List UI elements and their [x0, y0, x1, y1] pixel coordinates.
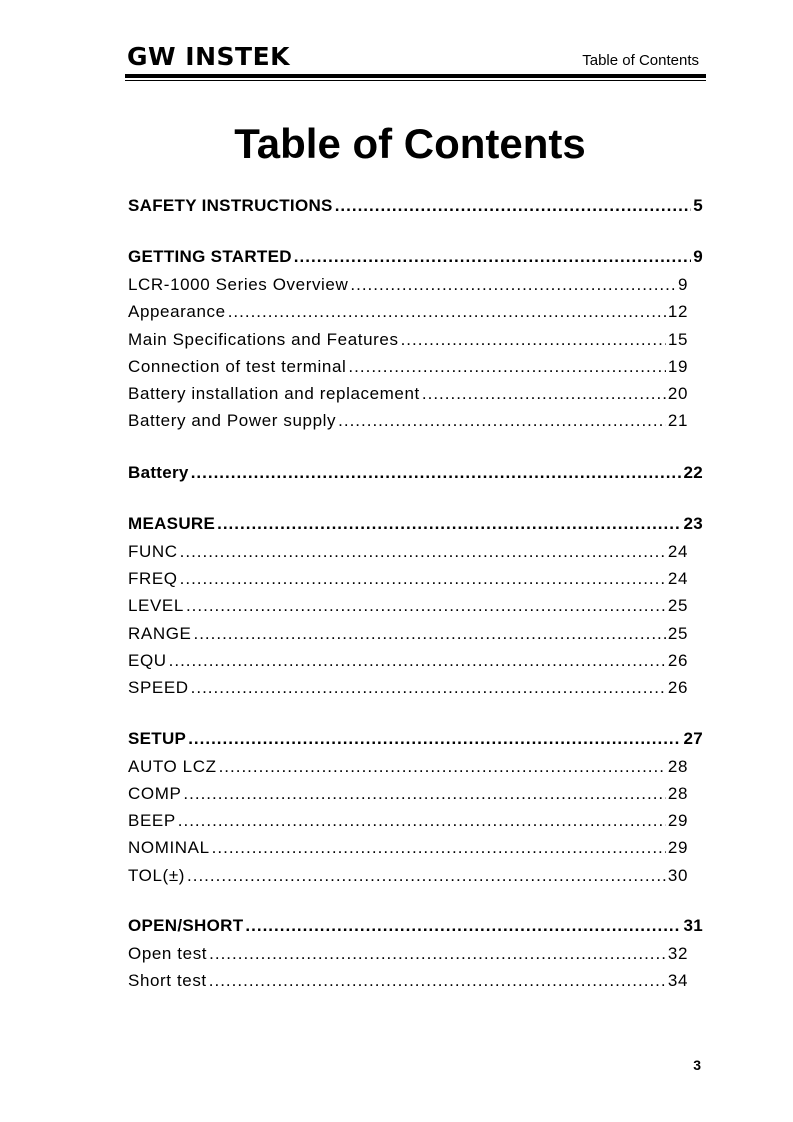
toc-entry-label: COMP — [128, 783, 182, 803]
toc-entry-label: Connection of test terminal — [128, 356, 347, 376]
toc-entry-label: AUTO LCZ — [128, 756, 217, 776]
dot-leader — [245, 916, 681, 936]
toc-section — [128, 916, 703, 999]
toc-entry-label: NOMINAL — [128, 838, 210, 858]
toc-heading[interactable] — [128, 729, 703, 757]
toc-heading-page: 27 — [683, 728, 703, 748]
toc-entry-label: Open test — [128, 944, 208, 964]
dot-leader — [401, 330, 666, 350]
dot-leader — [209, 971, 666, 991]
toc-entry[interactable] — [128, 838, 688, 865]
toc-entry-label: Battery installation and replacement — [128, 384, 420, 404]
header-rule-thick — [125, 74, 706, 78]
toc-entry-page: 25 — [667, 623, 688, 643]
toc-entry[interactable] — [128, 275, 688, 302]
page-number: 3 — [693, 1057, 701, 1073]
toc-entry[interactable] — [128, 596, 688, 623]
toc-entry-label: FUNC — [128, 541, 178, 561]
toc-entry[interactable] — [128, 330, 688, 357]
toc-entry-page: 26 — [667, 650, 688, 670]
dot-leader — [169, 651, 666, 671]
toc-heading[interactable] — [128, 247, 703, 275]
toc-entry[interactable] — [128, 757, 688, 784]
toc-heading[interactable] — [128, 463, 703, 491]
toc-entry-page: 32 — [667, 944, 688, 964]
dot-leader — [180, 542, 666, 562]
dot-leader — [187, 866, 666, 886]
toc-heading-label: SAFETY INSTRUCTIONS — [128, 196, 333, 215]
dot-leader — [350, 275, 676, 295]
toc-entry-label: Appearance — [128, 302, 226, 322]
toc-entry[interactable] — [128, 651, 688, 678]
toc-entry-page: 30 — [667, 865, 688, 885]
toc-heading-label: OPEN/SHORT — [128, 916, 244, 936]
toc-entry[interactable] — [128, 542, 688, 569]
toc-heading-page: 22 — [683, 462, 703, 482]
page-title: Table of Contents — [234, 120, 586, 167]
toc-entry-page: 24 — [667, 569, 688, 589]
toc-entry[interactable] — [128, 971, 688, 998]
header-rule-thin — [125, 80, 706, 81]
dot-leader — [294, 247, 691, 267]
toc-entry[interactable] — [128, 678, 688, 705]
dot-leader — [186, 596, 666, 616]
toc-entry[interactable] — [128, 944, 688, 971]
dot-leader — [219, 757, 666, 777]
toc-entry-label: BEEP — [128, 811, 176, 831]
toc-entry[interactable] — [128, 357, 688, 384]
toc-entry-page: 26 — [667, 678, 688, 698]
toc-entry-page: 15 — [667, 329, 688, 349]
dot-leader — [178, 811, 666, 831]
toc-entry-label: LEVEL — [128, 596, 184, 616]
toc-entry-page: 19 — [667, 356, 688, 376]
toc-heading-page: 23 — [683, 513, 703, 533]
toc-entry-page: 20 — [667, 384, 688, 404]
dot-leader — [180, 569, 666, 589]
toc-entry-label: RANGE — [128, 623, 192, 643]
dot-leader — [183, 784, 665, 804]
running-header: Table of Contents — [582, 52, 699, 69]
toc-entry-page: 28 — [667, 756, 688, 776]
toc-entry[interactable] — [128, 811, 688, 838]
toc-entry-page: 28 — [667, 783, 688, 803]
toc-section — [128, 463, 703, 491]
toc-entry-label: EQU — [128, 650, 167, 670]
toc-entry-label: Short test — [128, 971, 207, 991]
toc-entry-page: 24 — [667, 541, 688, 561]
toc-section — [128, 514, 703, 706]
toc-entry-label: Main Specifications and Features — [128, 329, 399, 349]
table-of-contents — [128, 196, 703, 1022]
toc-heading-label: Battery — [128, 462, 189, 482]
brand-logo: GW INSTEK — [127, 42, 291, 71]
toc-section — [128, 247, 703, 439]
dot-leader — [209, 944, 666, 964]
toc-heading-label: MEASURE — [128, 513, 216, 533]
toc-entry-page: 12 — [667, 302, 688, 322]
dot-leader — [193, 624, 665, 644]
dot-leader — [348, 357, 665, 377]
toc-entry-page: 29 — [667, 838, 688, 858]
toc-section — [128, 729, 703, 893]
toc-section — [128, 196, 703, 224]
toc-heading[interactable] — [128, 196, 703, 224]
dot-leader — [335, 196, 692, 216]
toc-entry-page: 34 — [667, 971, 688, 991]
toc-entry[interactable] — [128, 569, 688, 596]
toc-heading[interactable] — [128, 514, 703, 542]
toc-entry[interactable] — [128, 411, 688, 438]
dot-leader — [191, 463, 682, 483]
toc-entry-label: LCR-1000 Series Overview — [128, 275, 349, 294]
toc-heading-label: GETTING STARTED — [128, 247, 292, 266]
toc-entry[interactable] — [128, 866, 688, 893]
toc-entry[interactable] — [128, 624, 688, 651]
dot-leader — [338, 411, 666, 431]
toc-entry[interactable] — [128, 784, 688, 811]
toc-entry-label: SPEED — [128, 678, 189, 698]
toc-entry-label: TOL(±) — [128, 865, 186, 885]
toc-heading-page: 9 — [693, 247, 703, 266]
dot-leader — [191, 678, 666, 698]
toc-heading[interactable] — [128, 916, 703, 944]
toc-entry-page: 21 — [667, 411, 688, 431]
dot-leader — [217, 514, 681, 534]
dot-leader — [212, 838, 666, 858]
toc-heading-page: 31 — [683, 916, 703, 936]
dot-leader — [228, 302, 666, 322]
toc-entry-page: 29 — [667, 811, 688, 831]
toc-entry-label: FREQ — [128, 569, 178, 589]
toc-heading-page: 5 — [693, 196, 703, 215]
dot-leader — [422, 384, 666, 404]
toc-entry[interactable] — [128, 302, 688, 329]
dot-leader — [188, 729, 681, 749]
toc-entry-page: 25 — [667, 596, 688, 616]
toc-entry-label: Battery and Power supply — [128, 411, 337, 431]
toc-entry-page: 9 — [677, 275, 688, 294]
toc-entry[interactable] — [128, 384, 688, 411]
toc-heading-label: SETUP — [128, 728, 187, 748]
